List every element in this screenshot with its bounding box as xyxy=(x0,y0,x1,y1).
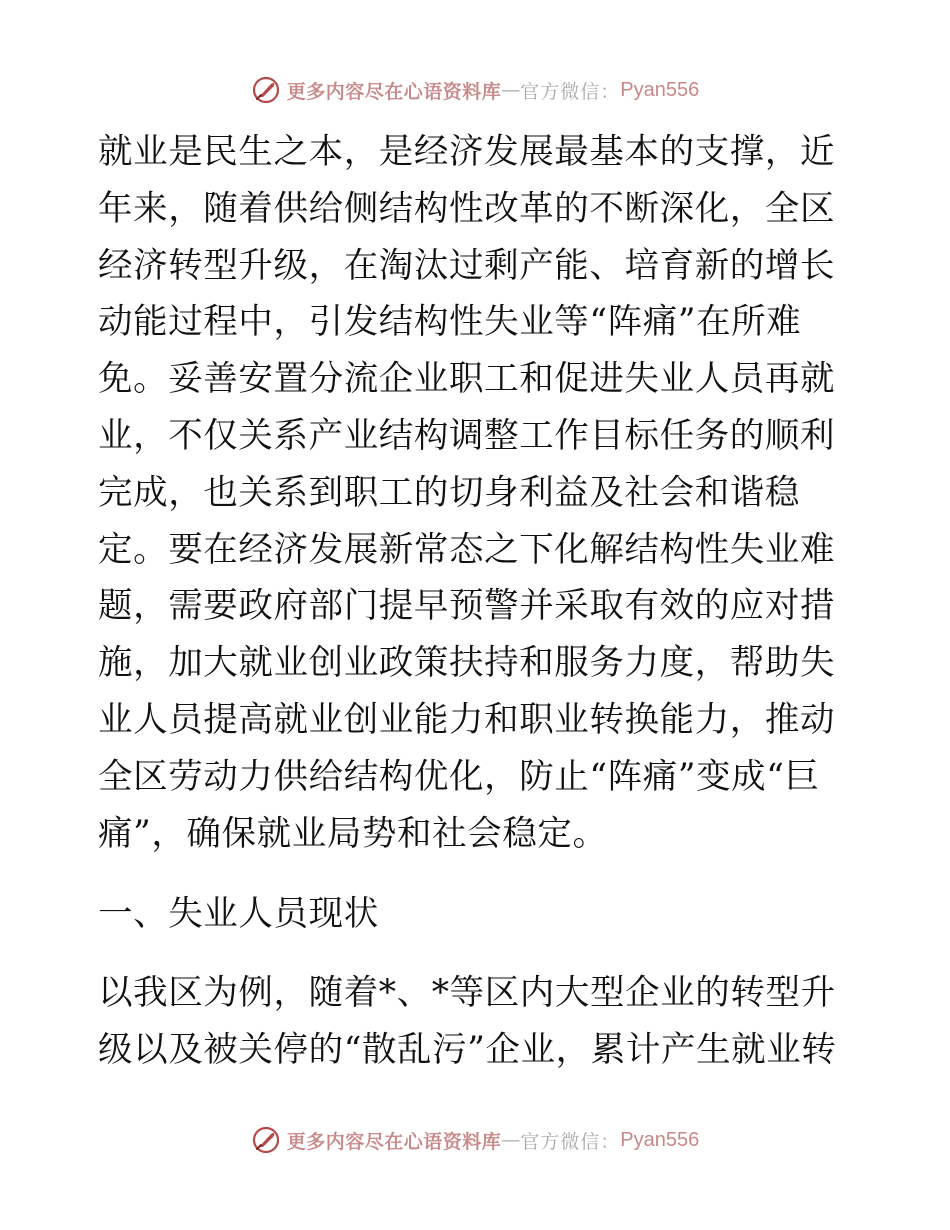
watermark-site-text: 更多内容尽在心语资料库 xyxy=(286,1130,502,1153)
paragraph-current-status: 以我区为例，随着*、*等区内大型企业的转型升级以及被关停的“散乱污”企业，累计产生就业转 xyxy=(98,973,837,1070)
paragraph-intro: 就业是民生之本，是经济发展最基本的支撑，近年来，随着供给侧结构性改革的不断深化，全区经济转型升级，在淘汰过剩产能、培育新的增长动能过程中，引发结构性失业等“阵痛”在所难免。妥善安置分流企业职工和促进失业人员再就业，不仅关系产业结构调整工作目标任务的顺利完成，也关系到职工的切身利益及社会和谐稳定。要在经济发展新常态之下化解结构性失业难题，需要政府部门提早预警并采取有效的应对措施，加大就业创业政策扶持和服务力度，帮助失业人员提高就业创业能力和职业转换能力，推动全区劳动力供给结构优化，防止“阵痛”变成“巨痛”，确保就业局势和社会稳定。 xyxy=(98,132,836,854)
quill-logo-icon xyxy=(251,75,281,105)
watermark-wechat-id: Pyan556 xyxy=(620,1128,700,1151)
document-body xyxy=(98,124,858,1079)
section-heading: 一、失业人员现状 xyxy=(98,894,379,935)
watermark-wechat-label: 官方微信： xyxy=(520,80,621,103)
footer-watermark xyxy=(0,1120,950,1160)
watermark-wechat-label: 官方微信： xyxy=(520,1130,621,1153)
watermark-separator: — xyxy=(501,1129,521,1151)
watermark-site-text: 更多内容尽在心语资料库 xyxy=(286,80,502,103)
watermark-wechat-id: Pyan556 xyxy=(620,78,700,101)
quill-logo-icon xyxy=(251,1125,281,1155)
header-watermark xyxy=(0,70,950,110)
watermark-separator: — xyxy=(501,79,521,101)
